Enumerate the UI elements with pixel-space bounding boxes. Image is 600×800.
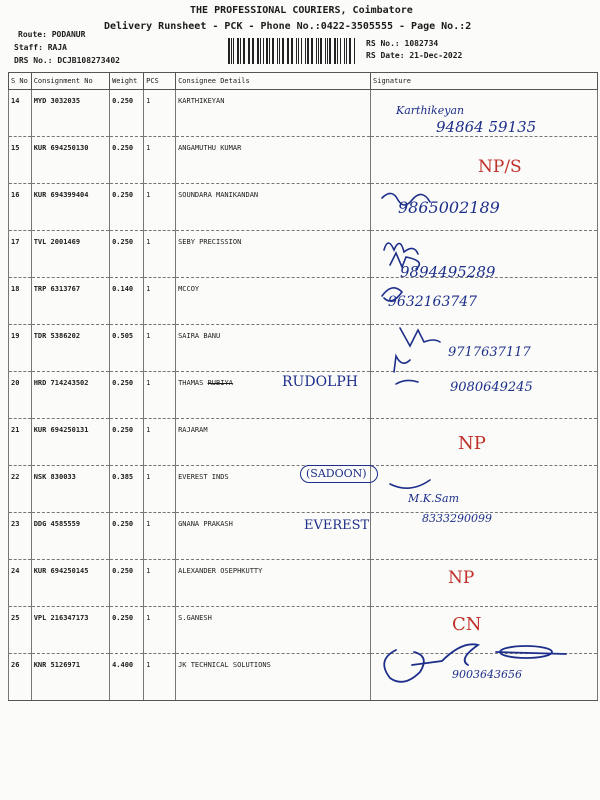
consignee-name: ALEXANDER OSEPHKUTTY bbox=[178, 567, 263, 575]
signature-mark bbox=[496, 652, 566, 654]
signature-mark bbox=[412, 644, 478, 665]
signature-mark bbox=[400, 328, 440, 346]
row-sno: 24 bbox=[9, 560, 32, 607]
row-weight: 0.250 bbox=[110, 607, 144, 654]
row-sno: 17 bbox=[9, 231, 32, 278]
row-consignment-no: KUR 694250131 bbox=[31, 419, 109, 466]
barcode-bar bbox=[337, 38, 338, 64]
row-sno: 19 bbox=[9, 325, 32, 372]
row-weight: 0.250 bbox=[110, 184, 144, 231]
handwriting: EVEREST bbox=[304, 518, 370, 533]
handwriting: 94864 59135 bbox=[436, 118, 537, 136]
row-pcs: 1 bbox=[144, 607, 176, 654]
signature-mark bbox=[394, 356, 410, 372]
sheet-subtitle: Delivery Runsheet - PCK - Phone No.:0422-3505555 - Page No.:2 bbox=[104, 21, 472, 32]
handwriting: CN bbox=[452, 614, 482, 635]
row-consignment-no: KUR 694250145 bbox=[31, 560, 109, 607]
row-weight: 0.250 bbox=[110, 419, 144, 466]
row-pcs: 1 bbox=[144, 231, 176, 278]
barcode-bar bbox=[249, 38, 250, 64]
row-pcs: 1 bbox=[144, 325, 176, 372]
barcode-bar bbox=[287, 38, 288, 64]
consignee-name: SEBY PRECISSION bbox=[178, 238, 242, 246]
rs-number: RS No.: 1082734 bbox=[366, 39, 439, 48]
barcode-bar bbox=[260, 38, 261, 64]
row-pcs: 1 bbox=[144, 137, 176, 184]
header-consignee: Consignee Details bbox=[176, 73, 371, 90]
barcode-bar bbox=[320, 38, 322, 64]
barcode-bar bbox=[318, 38, 319, 64]
consignee-name: EVEREST INDS bbox=[178, 473, 229, 481]
signature-scribbles bbox=[376, 90, 598, 700]
row-pcs: 1 bbox=[144, 654, 176, 701]
header-weight: Weight bbox=[110, 73, 144, 90]
barcode-bar bbox=[334, 38, 336, 64]
barcode-bar bbox=[266, 38, 268, 64]
row-consignee bbox=[176, 419, 371, 466]
row-consignment-no: TVL 2001469 bbox=[31, 231, 109, 278]
row-consignment-no: MYD 3032035 bbox=[31, 90, 109, 137]
row-pcs: 1 bbox=[144, 513, 176, 560]
row-sno: 25 bbox=[9, 607, 32, 654]
row-weight: 0.250 bbox=[110, 372, 144, 419]
handwriting: M.K.Sam bbox=[408, 492, 459, 505]
barcode-bar bbox=[311, 38, 313, 64]
barcode-bar bbox=[329, 38, 331, 64]
consignee-name: MCCOY bbox=[178, 285, 200, 293]
barcode-bar bbox=[228, 38, 230, 64]
signature-mark bbox=[384, 243, 418, 254]
barcode-bar bbox=[305, 38, 306, 64]
table-header-row bbox=[9, 73, 598, 90]
barcode-bar bbox=[248, 38, 249, 64]
row-pcs: 1 bbox=[144, 90, 176, 137]
barcode-bar bbox=[282, 38, 284, 64]
consignee-struck-name: RUBIYA bbox=[207, 379, 233, 387]
consignee-name: GNANA PRAKASH bbox=[178, 520, 233, 528]
rs-date: RS Date: 21-Dec-2022 bbox=[366, 51, 463, 60]
header-consignment: Consignment No bbox=[31, 73, 109, 90]
handwriting: 9003643656 bbox=[452, 668, 522, 681]
staff-label: Staff: RAJA bbox=[14, 43, 67, 52]
consignee-name: KARTHIKEYAN bbox=[178, 97, 225, 105]
row-weight: 0.505 bbox=[110, 325, 144, 372]
signature-mark bbox=[390, 480, 430, 488]
barcode-bar bbox=[307, 38, 309, 64]
handwriting: 8333290099 bbox=[422, 512, 492, 525]
row-consignee bbox=[176, 560, 371, 607]
row-consignment-no: KUR 694250130 bbox=[31, 137, 109, 184]
row-sno: 21 bbox=[9, 419, 32, 466]
barcode-bar bbox=[277, 38, 278, 64]
row-weight: 0.250 bbox=[110, 560, 144, 607]
consignee-name: ANGAMUTHU KUMAR bbox=[178, 144, 242, 152]
row-weight: 0.385 bbox=[110, 466, 144, 513]
barcode-bar bbox=[240, 38, 241, 64]
barcode-bar bbox=[316, 38, 317, 64]
row-consignee bbox=[176, 137, 371, 184]
barcode-bar bbox=[231, 38, 232, 64]
consignee-name: S.GANESH bbox=[178, 614, 212, 622]
row-consignment-no: KUR 694399404 bbox=[31, 184, 109, 231]
row-sno: 14 bbox=[9, 90, 32, 137]
barcode-bar bbox=[257, 38, 259, 64]
handwriting: NP bbox=[458, 433, 486, 454]
handwriting: (SADOON) bbox=[306, 467, 367, 480]
row-weight: 0.250 bbox=[110, 137, 144, 184]
row-consignment-no: HRD 714243502 bbox=[31, 372, 109, 419]
header-sno: S No bbox=[9, 73, 32, 90]
barcode-bar bbox=[243, 38, 245, 64]
row-consignment-no: NSK 830033 bbox=[31, 466, 109, 513]
barcode-bar bbox=[272, 38, 274, 64]
barcode-bar bbox=[349, 38, 351, 64]
row-consignee bbox=[176, 654, 371, 701]
row-weight: 0.140 bbox=[110, 278, 144, 325]
barcode-bar bbox=[237, 38, 239, 64]
barcode bbox=[228, 38, 356, 64]
sheet-title: THE PROFESSIONAL COURIERS, Coimbatore bbox=[190, 5, 413, 16]
handwriting: NP bbox=[448, 568, 475, 588]
barcode-bar bbox=[296, 38, 297, 64]
route-label: Route: PODANUR bbox=[18, 30, 86, 39]
row-sno: 22 bbox=[9, 466, 32, 513]
row-consignment-no: DDG 4585559 bbox=[31, 513, 109, 560]
barcode-bar bbox=[288, 38, 289, 64]
row-pcs: 1 bbox=[144, 184, 176, 231]
handwriting: 9865002189 bbox=[398, 198, 500, 217]
handwriting: 9080649245 bbox=[450, 380, 533, 395]
signature-mark bbox=[384, 650, 424, 682]
header-pcs: PCS bbox=[144, 73, 176, 90]
barcode-bar bbox=[291, 38, 293, 64]
row-consignment-no: TRP 6313767 bbox=[31, 278, 109, 325]
row-pcs: 1 bbox=[144, 466, 176, 513]
row-consignee bbox=[176, 231, 371, 278]
bracket-mark bbox=[300, 465, 378, 483]
row-consignee bbox=[176, 278, 371, 325]
barcode-bar bbox=[298, 38, 299, 64]
consignee-name: RAJARAM bbox=[178, 426, 208, 434]
handwriting: Karthikeyan bbox=[396, 104, 465, 117]
signature-mark bbox=[382, 193, 430, 205]
consignee-name: SAIRA BANU bbox=[178, 332, 221, 340]
row-sno: 26 bbox=[9, 654, 32, 701]
row-weight: 0.250 bbox=[110, 231, 144, 278]
row-consignee bbox=[176, 90, 371, 137]
row-consignee bbox=[176, 325, 371, 372]
consignee-name: JK TECHNICAL SOLUTIONS bbox=[178, 661, 271, 669]
barcode-bar bbox=[354, 38, 355, 64]
consignee-name: SOUNDARA MANIKANDAN bbox=[178, 191, 259, 199]
handwriting: 9717637117 bbox=[448, 345, 531, 360]
handwriting: RUDOLPH bbox=[282, 374, 358, 390]
row-sno: 18 bbox=[9, 278, 32, 325]
row-consignee bbox=[176, 607, 371, 654]
signature-mark bbox=[396, 380, 418, 384]
row-weight: 0.250 bbox=[110, 513, 144, 560]
handwriting: 9632163747 bbox=[388, 294, 478, 310]
row-consignment-no: TDR 5386202 bbox=[31, 325, 109, 372]
barcode-bar bbox=[344, 38, 345, 64]
row-weight: 0.250 bbox=[110, 90, 144, 137]
row-sno: 16 bbox=[9, 184, 32, 231]
row-sno: 20 bbox=[9, 372, 32, 419]
handwriting: NP/S bbox=[478, 157, 522, 177]
row-pcs: 1 bbox=[144, 278, 176, 325]
barcode-bar bbox=[233, 38, 234, 64]
row-pcs: 1 bbox=[144, 560, 176, 607]
barcode-bar bbox=[346, 38, 347, 64]
barcode-bar bbox=[340, 38, 342, 64]
row-weight: 4.400 bbox=[110, 654, 144, 701]
row-consignee bbox=[176, 184, 371, 231]
row-sno: 23 bbox=[9, 513, 32, 560]
row-pcs: 1 bbox=[144, 419, 176, 466]
signature-mark bbox=[382, 288, 402, 301]
consignee-name: THAMAS bbox=[178, 379, 204, 387]
row-sno: 15 bbox=[9, 137, 32, 184]
barcode-bar bbox=[279, 38, 281, 64]
barcode-bar bbox=[252, 38, 254, 64]
barcode-bar bbox=[301, 38, 303, 64]
barcode-bar bbox=[263, 38, 264, 64]
row-pcs: 1 bbox=[144, 372, 176, 419]
barcode-bar bbox=[269, 38, 270, 64]
barcode-bar bbox=[325, 38, 326, 64]
barcode-bar bbox=[327, 38, 328, 64]
header-signature: Signature bbox=[371, 73, 598, 90]
drs-number: DRS No.: DCJB108273402 bbox=[14, 56, 120, 65]
handwriting: 9894495289 bbox=[400, 263, 496, 281]
signature-mark bbox=[390, 253, 419, 269]
row-consignment-no: KNR 5126971 bbox=[31, 654, 109, 701]
row-consignment-no: VPL 216347173 bbox=[31, 607, 109, 654]
